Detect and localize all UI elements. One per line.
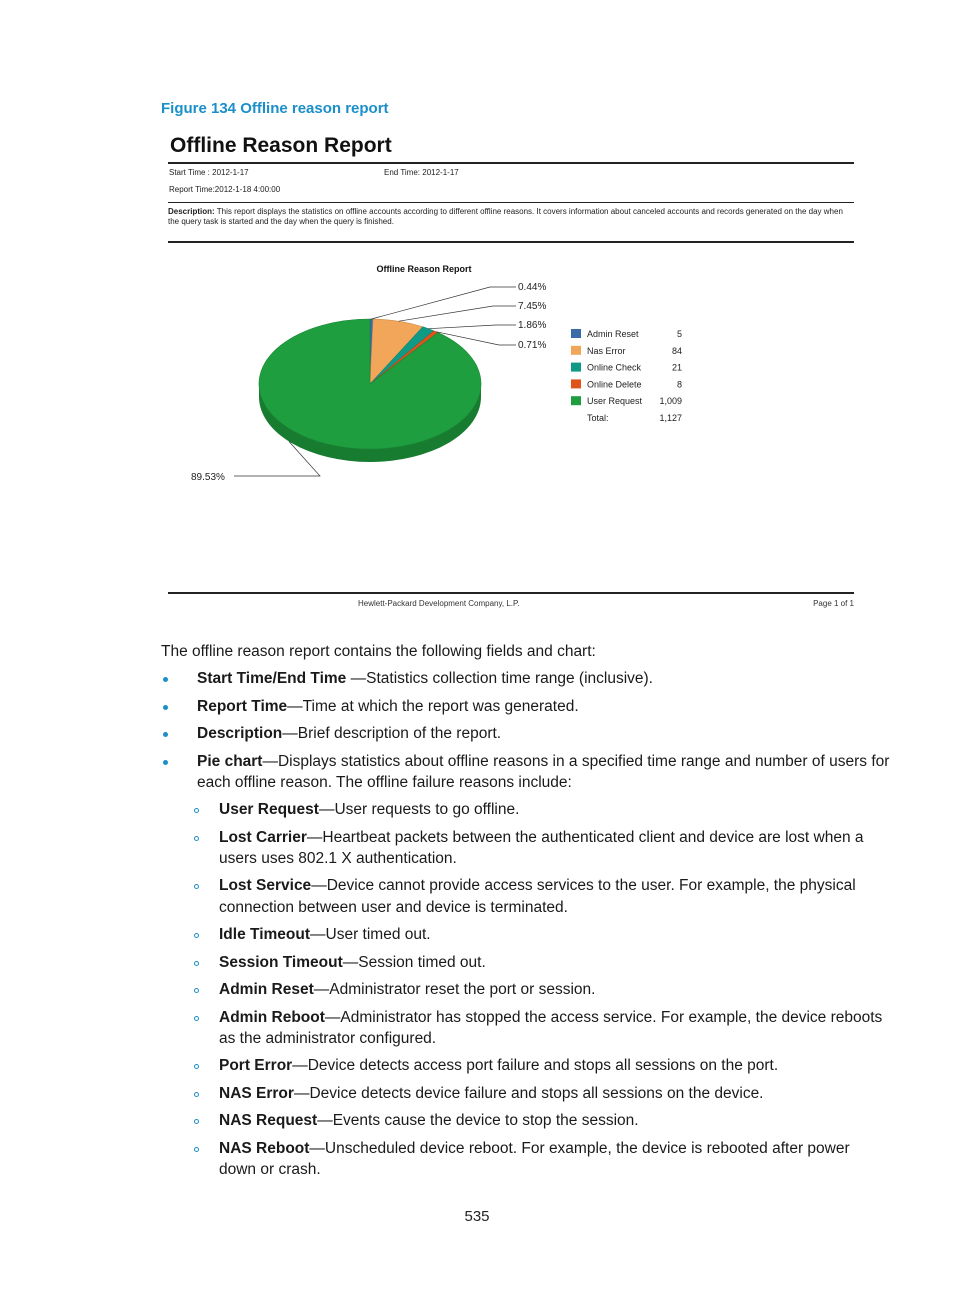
legend-label: Online Delete: [587, 379, 642, 390]
description-label: Description:: [168, 207, 215, 216]
bullet-item: [197, 723, 501, 745]
sub-term: Session Timeout: [219, 954, 343, 971]
report-title: Offline Reason Report: [170, 134, 392, 157]
sub-bullet-icon: [194, 1147, 199, 1152]
page-number: 535: [464, 1208, 490, 1225]
figure-caption: Figure 134 Offline reason report: [161, 100, 389, 117]
percent-label: 7.45%: [518, 301, 547, 312]
report-footer-rule: [168, 592, 854, 594]
sub-item: [219, 952, 486, 974]
legend-label: Online Check: [587, 362, 642, 373]
bullet-text: —Brief description of the report.: [282, 725, 502, 742]
legend-swatch: [571, 379, 581, 388]
legend-total-value: 1,127: [659, 413, 682, 423]
legend-swatch: [571, 363, 581, 372]
pie-slice-user-request: [259, 319, 481, 449]
sub-text: —Device cannot provide access services to the user. For example, the physical: [311, 877, 856, 894]
percent-label: 0.44%: [518, 282, 547, 293]
sub-bullet-icon: [194, 961, 199, 966]
legend-swatch: [571, 396, 581, 405]
bullet-icon: [163, 760, 168, 765]
sub-item: [219, 1083, 764, 1105]
sub-text: —Device detects device failure and stops all sessions on the device.: [293, 1085, 764, 1102]
sub-bullet-icon: [194, 1119, 199, 1124]
legend-total-label: Total:: [587, 413, 609, 423]
legend-swatch: [571, 329, 581, 338]
sub-item: [219, 1138, 850, 1160]
sub-bullet-icon: [194, 1092, 199, 1097]
sub-item: [219, 924, 431, 946]
sub-item: [219, 1007, 882, 1029]
legend-value: 8: [676, 379, 682, 390]
sub-term: Admin Reset: [219, 981, 314, 998]
start-time: Start Time : 2012-1-17: [169, 168, 249, 177]
sub-item: [219, 979, 595, 1001]
chart-legend: [571, 329, 682, 423]
bullet-item: [197, 751, 889, 773]
footer-page: Page 1 of 1: [813, 599, 854, 608]
sub-text-continued: as the administrator configured.: [219, 1030, 437, 1047]
legend-value: 5: [676, 329, 682, 339]
sub-bullet-icon: [194, 988, 199, 993]
sub-term: NAS Reboot: [219, 1140, 310, 1157]
legend-label: User Request: [587, 396, 643, 407]
footer-company: Hewlett-Packard Development Company, L.P.: [358, 599, 520, 608]
bullet-term: Pie chart: [197, 753, 263, 770]
sub-text: —Device detects access port failure and stops all sessions on the port.: [292, 1057, 779, 1074]
sub-bullet-icon: [194, 1064, 199, 1069]
bullet-item: [197, 696, 579, 718]
sub-text: —Administrator reset the port or session.: [313, 981, 596, 998]
percent-label: 89.53%: [191, 472, 225, 483]
intro-text: The offline reason report contains the following fields and chart:: [161, 643, 596, 660]
sub-text-continued: connection between user and device is terminated.: [219, 899, 568, 916]
end-time: End Time: 2012-1-17: [384, 168, 459, 177]
sub-bullet-icon: [194, 1016, 199, 1021]
sub-item: [219, 799, 519, 821]
legend-label: Admin Reset: [587, 329, 639, 339]
report-panel: [168, 132, 854, 612]
description-text: This report displays the statistics on offline accounts according to different offline reasons. It covers information about canceled accounts and records generated on the day when the query task is started and the day when the query is finished.: [168, 207, 843, 226]
legend-value: 1,009: [659, 396, 682, 407]
bullet-term: Description: [197, 725, 283, 742]
sub-term: Idle Timeout: [219, 926, 311, 943]
bullet-text: —Time at which the report was generated.: [287, 698, 579, 715]
sub-text: —User requests to go offline.: [318, 801, 520, 818]
sub-item: [219, 827, 864, 849]
sub-bullet-icon: [194, 808, 199, 813]
sub-text: —Session timed out.: [342, 954, 486, 971]
sub-text: —Heartbeat packets between the authenticated client and device are lost when a: [306, 829, 864, 846]
bullet-icon: [163, 677, 168, 682]
chart-title: Offline Reason Report: [376, 264, 472, 274]
sub-bullet-icon: [194, 836, 199, 841]
sub-text: —Events cause the device to stop the session.: [317, 1112, 639, 1129]
sub-term: NAS Error: [219, 1085, 294, 1102]
sub-item: [219, 1055, 778, 1077]
legend-value: 84: [671, 345, 682, 356]
sub-text: —User timed out.: [310, 926, 431, 943]
bullet-item: [197, 668, 653, 690]
percent-label: 1.86%: [518, 320, 547, 331]
report-time: Report Time:2012-1-18 4:00:00: [169, 185, 281, 194]
sub-item: [219, 875, 856, 897]
bullet-term: Start Time/End Time: [197, 670, 347, 687]
sub-text: —Unscheduled device reboot. For example, the device is rebooted after power: [309, 1140, 850, 1157]
sub-bullet-icon: [194, 884, 199, 889]
bullet-text: —Displays statistics about offline reasons in a specified time range and number of users for: [262, 753, 890, 770]
sub-bullet-icon: [194, 933, 199, 938]
sub-term: Lost Carrier: [219, 829, 307, 846]
sub-term: Lost Service: [219, 877, 312, 894]
legend-swatch: [571, 346, 581, 355]
leader-line: [429, 325, 517, 329]
sub-item: [219, 1110, 639, 1132]
legend-value: 21: [671, 362, 682, 373]
sub-term: Port Error: [219, 1057, 293, 1074]
sub-text-continued: users uses 802.1 X authentication.: [219, 850, 457, 867]
sub-text: —Administrator has stopped the access service. For example, the device reboots: [324, 1009, 883, 1026]
pie-slices: [259, 319, 481, 449]
pie-chart: [168, 132, 854, 612]
leader-line: [399, 306, 516, 321]
legend-label: Nas Error: [587, 345, 626, 356]
sub-text-continued: down or crash.: [219, 1161, 321, 1178]
percent-label: 0.71%: [518, 340, 547, 351]
bullet-text: —Statistics collection time range (inclusive).: [346, 670, 653, 687]
sub-term: NAS Request: [219, 1112, 318, 1129]
bullet-icon: [163, 732, 168, 737]
bullet-icon: [163, 705, 168, 710]
bullet-term: Report Time: [197, 698, 288, 715]
sub-term: User Request: [219, 801, 319, 818]
sub-term: Admin Reboot: [219, 1009, 325, 1026]
bullet-text-continued: each offline reason. The offline failure reasons include:: [197, 774, 572, 791]
